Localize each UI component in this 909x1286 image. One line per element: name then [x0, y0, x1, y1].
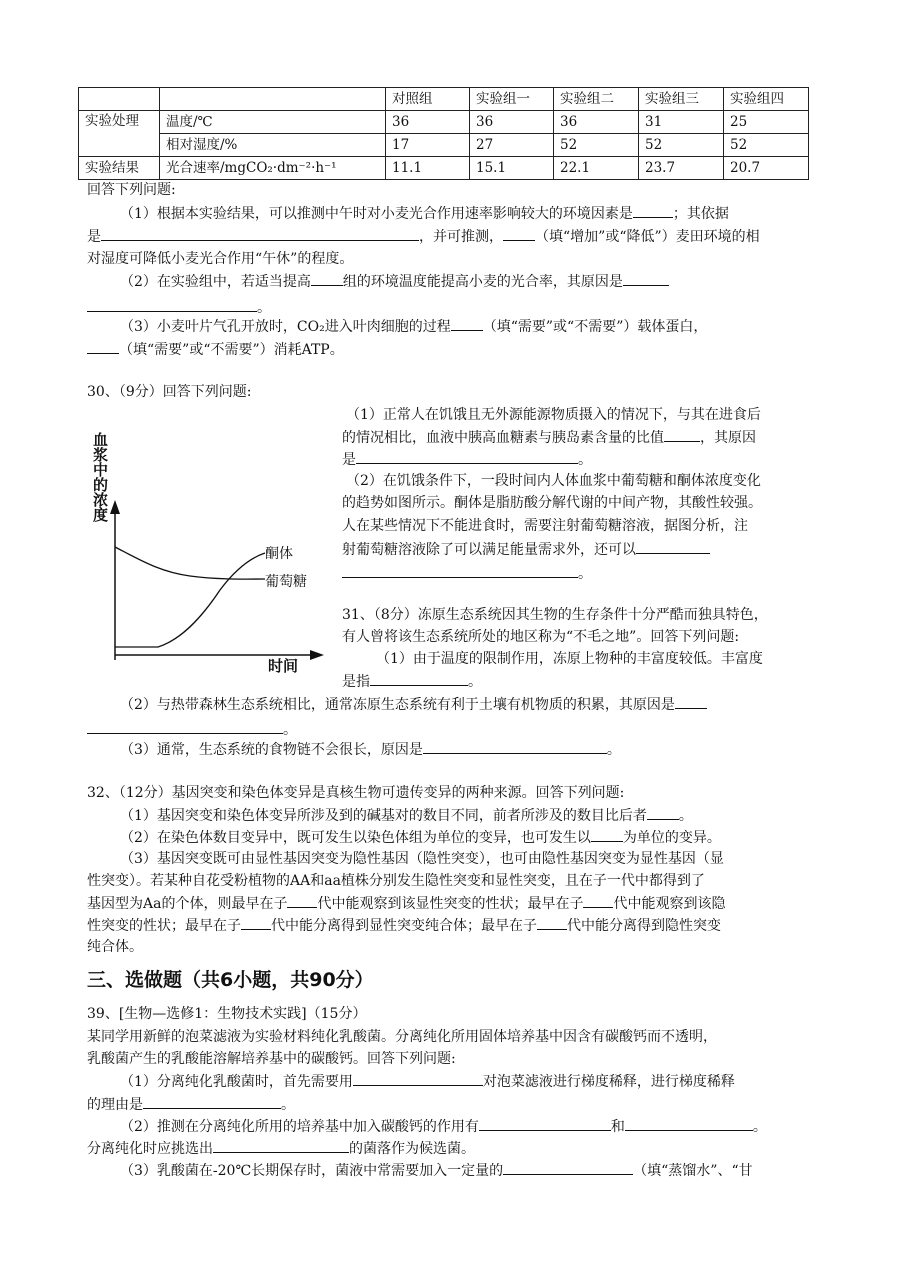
q29-p2-line2 — [87, 297, 271, 318]
series-label-glucose: 葡萄糖 — [265, 574, 307, 590]
ketone-curve — [115, 553, 265, 647]
experiment-table — [78, 87, 809, 180]
table-row — [79, 157, 809, 180]
q30-text: 的情况相比，血液中胰高血糖素与胰岛素含量的比值 — [342, 430, 664, 446]
q39-text: 分离纯化时应挑选出 — [87, 1141, 213, 1157]
q29-p1-line1 — [120, 203, 729, 224]
answer-blank[interactable] — [675, 694, 707, 709]
q32-text: （1）基因突变和染色体变异所涉及到的碱基对的数目不同，前者所涉及的数目比后者 — [120, 808, 647, 824]
q29-text: （1）根据本实验结果，可以推测中午时对小麦光合作用速率影响较大的环境因素是 — [120, 206, 633, 222]
column-header: 实验组四 — [724, 88, 809, 111]
q31-text: 。 — [468, 674, 482, 690]
series-label-ketone: 酮体 — [265, 546, 293, 562]
q30-line5: 的趋势如图所示。酮体是脂肪酸分解代谢的中间产物，其酸性较强。 — [342, 495, 762, 511]
answer-blank[interactable] — [87, 297, 257, 312]
q29-text: 。 — [257, 300, 271, 316]
answer-blank[interactable] — [353, 1071, 483, 1086]
column-header: 对照组 — [386, 88, 470, 111]
answer-blank[interactable] — [633, 203, 673, 218]
answer-blank[interactable] — [87, 339, 119, 354]
answer-blank[interactable] — [87, 719, 283, 734]
q32-text: 基因型为Aa的个体，则最早在子 — [87, 896, 288, 912]
table-cell: 23.7 — [639, 157, 724, 180]
answer-blank[interactable] — [503, 1160, 633, 1175]
q32-line2 — [120, 827, 721, 848]
q32-text: 为单位的变异。 — [622, 830, 721, 846]
q29-text: ；其依据 — [672, 206, 729, 222]
q29-text: （3）小麦叶片气孔开放时，CO₂进入叶肉细胞的过程 — [120, 319, 451, 335]
y-axis-arrow — [110, 500, 120, 514]
table-cell: 17 — [386, 134, 470, 157]
q31-text: 是指 — [342, 674, 370, 690]
q31-line7 — [120, 739, 621, 760]
q30-heading: 30、（9分）回答下列问题: — [87, 384, 252, 400]
q30-line6: 人在某些情况下不能进食时，需要注射葡萄糖溶液，据图分析，注 — [342, 518, 748, 534]
q39-text: （2）推测在分离纯化所用的培养基中加入碳酸钙的作用有 — [120, 1119, 479, 1135]
q31-line5 — [120, 694, 707, 715]
table-cell: 52 — [724, 134, 809, 157]
q32-text: 代中能分离得到隐性突变 — [567, 918, 721, 934]
q29-text: 是 — [87, 229, 101, 245]
table-cell: 36 — [470, 111, 554, 134]
answer-blank[interactable] — [101, 226, 419, 241]
table-cell: 11.1 — [386, 157, 470, 180]
answer-blank[interactable] — [423, 739, 607, 754]
answer-blank[interactable] — [623, 271, 669, 286]
q32-line7: 纯合体。 — [87, 939, 143, 955]
table-cell: 15.1 — [470, 157, 554, 180]
answer-blank[interactable] — [342, 563, 578, 578]
answer-blank[interactable] — [287, 893, 317, 908]
table-cell: 20.7 — [724, 157, 809, 180]
answer-blank[interactable] — [451, 316, 483, 331]
section-heading: 三、选做题（共6小题，共90分） — [87, 969, 374, 991]
answer-blank[interactable] — [241, 915, 271, 930]
q32-text: 代中能观察到该隐 — [613, 896, 726, 912]
q30-text: 。 — [578, 452, 592, 468]
q32-text: 性突变的性状；最早在子 — [87, 918, 241, 934]
q29-p1-line3: 对湿度可降低小麦光合作用“午休”的程度。 — [87, 251, 354, 267]
answer-blank[interactable] — [370, 671, 468, 686]
table-cell: 27 — [470, 134, 554, 157]
row-label: 相对湿度/% — [160, 134, 386, 157]
q39-line6 — [87, 1138, 475, 1159]
q39-line1: 某同学用新鲜的泡菜滤液为实验材料纯化乳酸菌。分离纯化所用固体培养基中因含有碳酸钙而不透明， — [87, 1029, 717, 1045]
q39-text: （3）乳酸菌在-20℃长期保存时，菌液中常需要加入一定量的 — [120, 1163, 504, 1179]
q32-text: 。 — [678, 808, 693, 824]
q30-line8 — [342, 563, 592, 584]
table-row — [79, 134, 809, 157]
q32-line4: 性突变）。若某种自花受粉植物的AA和aa植株分别发生隐性突变和显性突变，且在子一代中都得到了 — [87, 873, 705, 889]
q31-line2: 有人曾将该生态系统所处的地区称为“不毛之地”。回答下列问题: — [342, 629, 740, 645]
q29-text: 组的环境温度能提高小麦的光合率，其原因是 — [342, 274, 623, 290]
column-header: 实验组一 — [470, 88, 554, 111]
q30-text: 。 — [578, 566, 592, 582]
group-label: 实验结果 — [79, 157, 160, 180]
q31-text: 。 — [606, 742, 621, 758]
q31-text: 。 — [283, 722, 297, 738]
q32-line1 — [120, 805, 693, 826]
q39-text: 。 — [281, 1097, 295, 1113]
table-cell: 36 — [554, 111, 639, 134]
q39-line3 — [120, 1071, 735, 1092]
table-row — [79, 111, 809, 134]
glucose-curve — [115, 547, 265, 579]
q39-text: 对泡菜滤液进行梯度稀释，进行梯度稀释 — [482, 1074, 735, 1090]
q39-text: 和 — [610, 1119, 625, 1135]
q30-line7 — [342, 539, 710, 560]
table-cell: 52 — [639, 134, 724, 157]
q30-line2 — [342, 427, 756, 448]
q29-p1-line2 — [87, 226, 760, 247]
q30-text: 射葡萄糖溶液除了可以满足能量需求外，还可以 — [342, 542, 636, 558]
q31-text: （2）与热带森林生态系统相比，通常冻原生态系统有利于土壤有机物质的积累，其原因是 — [120, 697, 675, 713]
q29-text: ，并可推测， — [419, 229, 503, 245]
q29-text: （填“需要”或“不需要”）消耗ATP。 — [119, 342, 344, 358]
table-header-row — [79, 88, 809, 111]
table-cell: 31 — [639, 111, 724, 134]
q39-text: 。 — [752, 1119, 767, 1135]
answer-blank[interactable] — [479, 1116, 611, 1131]
q32-line6 — [87, 915, 721, 936]
q29-p3-line2 — [87, 339, 344, 360]
table-cell: 22.1 — [554, 157, 639, 180]
q29-intro: 回答下列问题: — [87, 182, 176, 198]
row-label: 光合速率/mgCO₂·dm⁻²·h⁻¹ — [160, 157, 386, 180]
row-label: 温度/℃ — [160, 111, 386, 134]
q31-line4 — [342, 671, 482, 692]
q32-text: （2）在染色体数目变异中，既可发生以染色体组为单位的变异，也可发生以 — [120, 830, 591, 846]
q39-line4 — [87, 1094, 295, 1115]
table-cell: 52 — [554, 134, 639, 157]
answer-blank[interactable] — [636, 539, 710, 554]
q39-text: （1）分离纯化乳酸菌时，首先需要用 — [120, 1074, 353, 1090]
q39-line7 — [120, 1160, 753, 1181]
q31-line1: 31、（8分）冻原生态系统因其生物的生存条件十分严酷而独具特色， — [342, 607, 768, 623]
answer-blank[interactable] — [537, 915, 567, 930]
q31-text: （3）通常，生态系统的食物链不会很长，原因是 — [120, 742, 423, 758]
q39-line2: 乳酸菌产生的乳酸能溶解培养基中的碳酸钙。回答下列问题: — [87, 1051, 456, 1067]
table-cell: 25 — [724, 111, 809, 134]
q39-text: 的菌落作为候选菌。 — [349, 1141, 475, 1157]
table-corner — [79, 88, 160, 111]
answer-blank[interactable] — [311, 271, 343, 286]
q30-line4: （2）在饥饿条件下，一段时间内人体血浆中葡萄糖和酮体浓度变化 — [346, 473, 761, 489]
answer-blank[interactable] — [625, 1116, 753, 1131]
q32-line5 — [87, 893, 725, 914]
table-corner — [160, 88, 386, 111]
q29-text: （2）在实验组中，若适当提高 — [120, 274, 311, 290]
column-header: 实验组二 — [554, 88, 639, 111]
q32-heading: 32、（12分）基因突变和染色体变异是真核生物可遗传变异的两种来源。回答下列问题: — [87, 785, 625, 801]
q39-text: 的理由是 — [87, 1097, 143, 1113]
x-axis-arrow — [310, 650, 324, 660]
q39-heading: 39、[生物—选修1：生物技术实践]（15分） — [87, 1006, 367, 1022]
answer-blank[interactable] — [647, 805, 679, 820]
q30-text: 是 — [342, 452, 356, 468]
answer-blank[interactable] — [503, 226, 535, 241]
q32-text: 代中能分离得到显性突变纯合体；最早在子 — [271, 918, 537, 934]
answer-blank[interactable] — [664, 427, 700, 442]
answer-blank[interactable] — [583, 893, 613, 908]
q29-text: （填“需要”或“不需要”）载体蛋白， — [482, 319, 708, 335]
q31-line6 — [87, 719, 297, 740]
graph-ylabel: 血浆中的浓度 — [91, 432, 109, 522]
q30-line1: （1）正常人在饥饿且无外源能源物质摄入的情况下，与其在进食后 — [346, 407, 761, 423]
q31-line3: （1）由于温度的限制作用，冻原上物种的丰富度较低。丰富度 — [376, 651, 763, 667]
q29-p3-line1 — [120, 316, 707, 337]
q32-text: 代中能观察到该显性突变的性状；最早在子 — [317, 896, 584, 912]
answer-blank[interactable] — [591, 827, 623, 842]
q39-line5 — [120, 1116, 767, 1137]
q30-line3 — [342, 449, 592, 470]
graph-xlabel: 时间 — [268, 657, 299, 675]
q30-text: ，其原因 — [700, 430, 756, 446]
answer-blank[interactable] — [356, 449, 578, 464]
q39-text: （填“蒸馏水”、“甘 — [633, 1163, 753, 1179]
answer-blank[interactable] — [143, 1094, 281, 1109]
answer-blank[interactable] — [213, 1138, 349, 1153]
q29-p2-line1 — [120, 271, 669, 292]
q29-text: （填“增加”或“降低”）麦田环境的相 — [535, 229, 760, 245]
column-header: 实验组三 — [639, 88, 724, 111]
q32-line3: （3）基因突变既可由显性基因突变为隐性基因（隐性突变），也可由隐性基因突变为显性基因（显 — [120, 851, 724, 867]
group-label: 实验处理 — [79, 111, 160, 157]
table-cell: 36 — [386, 111, 470, 134]
